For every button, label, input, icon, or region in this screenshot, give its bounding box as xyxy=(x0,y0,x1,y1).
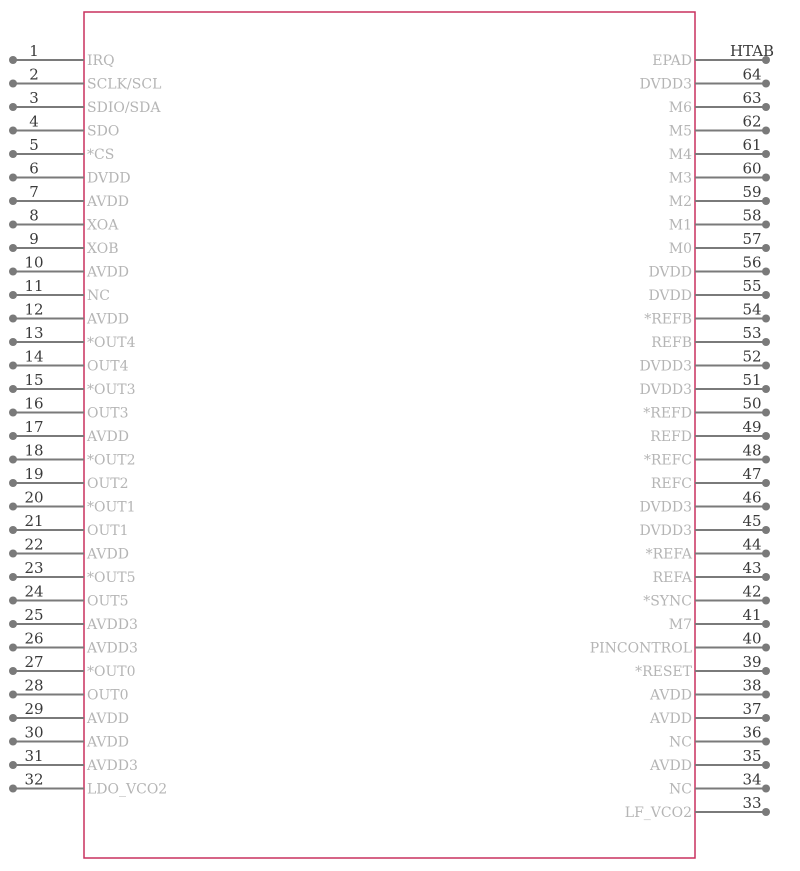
pin-number: 29 xyxy=(24,700,44,718)
pin-number: 57 xyxy=(742,230,762,248)
pin-name: *OUT5 xyxy=(87,570,136,586)
pin-name: DVDD3 xyxy=(639,76,692,93)
pin-7 xyxy=(9,183,129,210)
pin-terminal-dot xyxy=(762,456,770,464)
pin-number: 14 xyxy=(24,347,44,366)
pin-number: 64 xyxy=(742,65,762,84)
pin-number: 40 xyxy=(742,629,762,648)
pin-number: 49 xyxy=(742,418,762,436)
component-body xyxy=(84,12,695,858)
pin-terminal-dot xyxy=(9,456,17,464)
pin-33 xyxy=(625,794,770,821)
pin-name: *OUT2 xyxy=(87,452,136,469)
pin-number: 21 xyxy=(24,512,44,530)
pin-terminal-dot xyxy=(9,597,17,605)
pin-name: OUT0 xyxy=(87,687,129,704)
pin-number: 30 xyxy=(24,723,44,742)
pin-5 xyxy=(9,136,114,163)
pin-name: NC xyxy=(669,734,692,751)
pin-terminal-dot xyxy=(9,362,17,370)
pin-terminal-dot xyxy=(762,714,770,722)
right-pin-group xyxy=(590,42,774,821)
pin-number: 20 xyxy=(24,488,44,507)
pin-terminal-dot xyxy=(9,150,17,158)
pin-name: M1 xyxy=(668,217,692,234)
pin-name: *OUT0 xyxy=(87,664,136,680)
pin-name: OUT1 xyxy=(87,523,129,539)
pin-name: OUT2 xyxy=(87,476,129,492)
pin-number: 56 xyxy=(742,253,762,272)
pin-terminal-dot xyxy=(762,385,770,393)
pin-terminal-dot xyxy=(762,550,770,558)
pin-name: AVDD3 xyxy=(87,758,138,774)
pin-number: 23 xyxy=(24,559,44,577)
pin-name: SDO xyxy=(87,123,120,140)
pin-name: AVDD xyxy=(87,429,129,445)
pin-terminal-dot xyxy=(762,103,770,111)
pin-name: AVDD3 xyxy=(87,617,138,633)
pin-number: 52 xyxy=(742,347,762,366)
pin-name: XOB xyxy=(87,241,119,257)
pin-name: XOA xyxy=(87,217,119,234)
pin-name: REFA xyxy=(652,570,692,586)
pin-name: AVDD xyxy=(87,711,129,727)
pin-4 xyxy=(9,113,119,140)
pin-number: 39 xyxy=(742,653,762,671)
pin-terminal-dot xyxy=(762,221,770,229)
left-pin-group xyxy=(9,42,167,798)
pin-name: DVDD xyxy=(87,170,131,187)
pin-terminal-dot xyxy=(9,338,17,346)
pin-terminal-dot xyxy=(762,503,770,511)
pin-name: AVDD xyxy=(87,734,129,751)
pin-name: M0 xyxy=(668,241,692,257)
pin-terminal-dot xyxy=(9,56,17,64)
pin-number: 60 xyxy=(742,159,762,178)
pin-name: NC xyxy=(87,288,110,304)
pin-name: M7 xyxy=(668,617,692,633)
pin-name: *CS xyxy=(87,147,115,163)
pin-name: LF_VCO2 xyxy=(624,805,692,821)
pin-terminal-dot xyxy=(762,409,770,417)
pin-number: 38 xyxy=(742,676,762,695)
pin-number: 63 xyxy=(742,89,762,107)
pin-number: 41 xyxy=(742,606,762,624)
pin-number: 55 xyxy=(742,277,762,295)
pin-number: 42 xyxy=(742,582,762,601)
pin-1 xyxy=(9,42,115,69)
pin-terminal-dot xyxy=(762,738,770,746)
pin-number: 15 xyxy=(24,371,44,389)
pin-name: *REFD xyxy=(643,405,692,422)
pin-name: REFB xyxy=(651,335,692,351)
pin-number: 1 xyxy=(29,42,39,60)
pin-terminal-dot xyxy=(9,197,17,205)
pin-name: AVDD xyxy=(650,711,692,727)
pin-terminal-dot xyxy=(762,691,770,699)
pin-terminal-dot xyxy=(9,127,17,135)
pin-name: *SYNC xyxy=(643,593,692,610)
pin-terminal-dot xyxy=(762,573,770,581)
pin-number: 7 xyxy=(29,183,39,201)
pin-name: AVDD xyxy=(650,758,692,774)
pin-number: 19 xyxy=(24,465,44,483)
pin-number: 17 xyxy=(24,418,44,436)
pin-8 xyxy=(9,207,119,234)
pin-number: 22 xyxy=(24,535,44,554)
pin-name: M6 xyxy=(668,100,692,116)
pin-number: 48 xyxy=(742,441,762,460)
pin-name: LDO_VCO2 xyxy=(87,781,168,798)
pin-terminal-dot xyxy=(9,761,17,769)
pin-terminal-dot xyxy=(9,667,17,675)
pin-terminal-dot xyxy=(762,315,770,323)
pin-terminal-dot xyxy=(9,409,17,417)
pin-32 xyxy=(9,771,167,798)
pin-name: AVDD xyxy=(650,687,692,704)
pin-number: 25 xyxy=(24,606,44,624)
pin-number: 37 xyxy=(742,700,762,718)
pin-name: *RESET xyxy=(635,664,692,680)
pin-terminal-dot xyxy=(9,550,17,558)
pin-terminal-dot xyxy=(762,479,770,487)
pin-number: 2 xyxy=(29,65,39,84)
pin-number: 31 xyxy=(24,747,44,765)
pin-number: 35 xyxy=(742,747,762,765)
pin-number: 36 xyxy=(742,723,762,742)
pin-name: AVDD xyxy=(87,311,129,328)
pin-number: 6 xyxy=(29,159,39,178)
pin-number: 58 xyxy=(742,206,762,225)
pin-number: 4 xyxy=(29,112,39,131)
pin-name: OUT4 xyxy=(87,358,129,375)
pin-terminal-dot xyxy=(762,667,770,675)
pin-terminal-dot xyxy=(9,526,17,534)
pin-name: SCLK/SCL xyxy=(87,76,162,93)
pin-number: 5 xyxy=(29,136,39,154)
pin-terminal-dot xyxy=(9,785,17,793)
pin-terminal-dot xyxy=(762,197,770,205)
pin-terminal-dot xyxy=(9,244,17,252)
pin-number: 62 xyxy=(742,112,762,131)
pin-number: 3 xyxy=(29,89,39,107)
pin-name: DVDD3 xyxy=(639,382,692,398)
pin-name: *REFA xyxy=(645,546,692,563)
pin-name: M5 xyxy=(668,123,692,140)
pin-name: DVDD3 xyxy=(639,358,692,375)
pin-number: 44 xyxy=(742,535,762,554)
pin-terminal-dot xyxy=(762,362,770,370)
pin-terminal-dot xyxy=(9,432,17,440)
pin-number: 46 xyxy=(742,488,762,507)
pin-terminal-dot xyxy=(762,268,770,276)
pin-number: 9 xyxy=(29,230,39,248)
pin-name: AVDD xyxy=(87,194,129,210)
pin-terminal-dot xyxy=(762,127,770,135)
pin-number: 47 xyxy=(742,465,762,483)
pin-number: 32 xyxy=(24,770,44,789)
pin-number: 11 xyxy=(24,277,44,295)
pin-terminal-dot xyxy=(762,80,770,88)
pin-name: M3 xyxy=(668,170,692,187)
pin-number: 27 xyxy=(24,653,44,671)
pin-number: 61 xyxy=(742,136,762,154)
pin-terminal-dot xyxy=(762,808,770,816)
pin-number: 53 xyxy=(742,324,762,342)
pin-name: IRQ xyxy=(87,53,115,69)
pin-number: 16 xyxy=(24,394,44,413)
pin-name: EPAD xyxy=(652,53,692,69)
pin-terminal-dot xyxy=(9,644,17,652)
pin-6 xyxy=(9,160,131,187)
pin-number: 10 xyxy=(24,253,44,272)
pin-terminal-dot xyxy=(9,620,17,628)
pin-terminal-dot xyxy=(9,503,17,511)
pin-terminal-dot xyxy=(762,291,770,299)
pin-name: *REFC xyxy=(643,452,692,469)
pin-number: 54 xyxy=(742,300,762,319)
pin-terminal-dot xyxy=(762,785,770,793)
pin-terminal-dot xyxy=(9,385,17,393)
pin-number: 43 xyxy=(742,559,762,577)
pin-terminal-dot xyxy=(762,432,770,440)
pin-name: AVDD3 xyxy=(87,640,138,657)
pin-name: REFD xyxy=(650,429,692,445)
pin-name: *REFB xyxy=(644,311,692,328)
pin-number: 28 xyxy=(24,676,44,695)
pin-terminal-dot xyxy=(762,644,770,652)
pin-name: DVDD3 xyxy=(639,499,692,516)
pin-terminal-dot xyxy=(762,620,770,628)
pin-terminal-dot xyxy=(9,691,17,699)
pin-number: 24 xyxy=(24,582,44,601)
pin-number: 50 xyxy=(742,394,762,413)
pin-terminal-dot xyxy=(762,597,770,605)
pin-terminal-dot xyxy=(9,268,17,276)
pin-number: 13 xyxy=(24,324,44,342)
pin-number: 8 xyxy=(29,206,39,225)
pin-number: 33 xyxy=(742,794,762,812)
pin-number: 51 xyxy=(742,371,762,389)
pin-number: 59 xyxy=(742,183,762,201)
pin-name: SDIO/SDA xyxy=(87,100,161,116)
pin-name: M2 xyxy=(668,194,692,210)
pin-name: OUT5 xyxy=(87,593,129,610)
pin-terminal-dot xyxy=(762,761,770,769)
pin-number: 45 xyxy=(742,512,762,530)
pin-terminal-dot xyxy=(762,150,770,158)
pin-name: *OUT3 xyxy=(87,382,136,398)
pin-number: 34 xyxy=(742,770,762,789)
pin-name: DVDD3 xyxy=(639,523,692,539)
pin-number: 12 xyxy=(24,300,44,319)
pin-number: 26 xyxy=(24,629,44,648)
pin-terminal-dot xyxy=(762,338,770,346)
pin-name: PINCONTROL xyxy=(589,640,692,657)
pin-terminal-dot xyxy=(9,103,17,111)
pin-terminal-dot xyxy=(9,80,17,88)
pin-terminal-dot xyxy=(9,479,17,487)
pin-terminal-dot xyxy=(9,738,17,746)
pin-terminal-dot xyxy=(9,714,17,722)
pin-name: M4 xyxy=(668,147,692,163)
pin-name: DVDD xyxy=(648,288,692,304)
pin-terminal-dot xyxy=(762,526,770,534)
pin-terminal-dot xyxy=(9,221,17,229)
pin-name: AVDD xyxy=(87,264,129,281)
pin-name: DVDD xyxy=(648,264,692,281)
pin-name: NC xyxy=(669,781,692,798)
pin-terminal-dot xyxy=(9,573,17,581)
pin-name: REFC xyxy=(650,476,692,492)
pin-terminal-dot xyxy=(9,174,17,182)
pin-name: *OUT1 xyxy=(87,499,136,516)
pin-terminal-dot xyxy=(9,291,17,299)
pin-name: *OUT4 xyxy=(87,335,136,351)
pin-name: AVDD xyxy=(87,546,129,563)
pin-number: HTAB xyxy=(729,42,775,60)
pin-terminal-dot xyxy=(762,244,770,252)
pin-terminal-dot xyxy=(9,315,17,323)
pin-terminal-dot xyxy=(762,174,770,182)
pin-number: 18 xyxy=(24,441,44,460)
pin-name: OUT3 xyxy=(87,405,129,422)
